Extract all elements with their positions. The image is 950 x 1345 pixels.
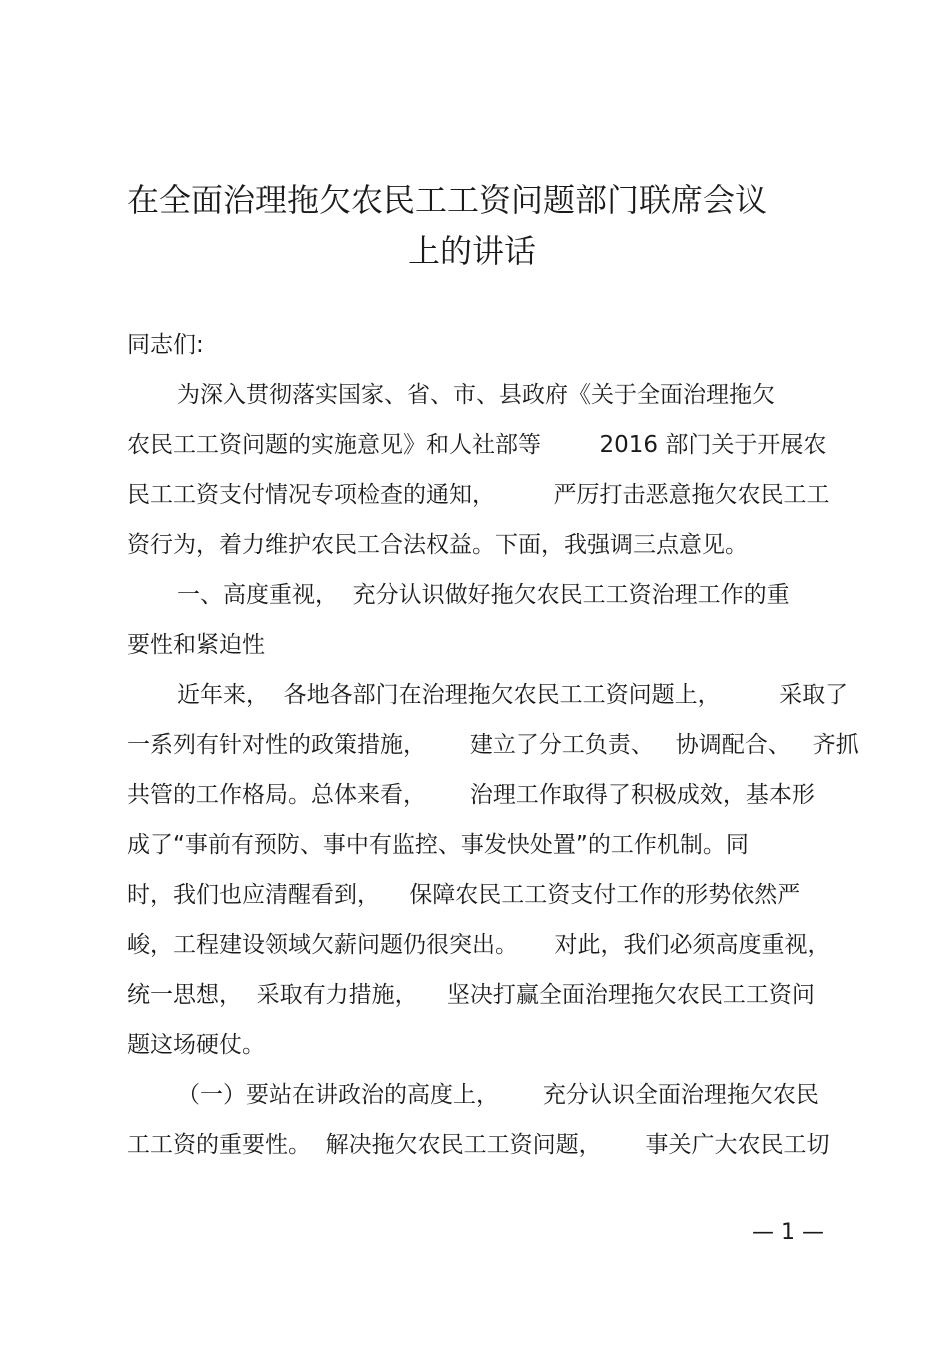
- body-line: 共管的工作格局。总体来看， 治理工作取得了积极成效，基本形: [127, 782, 815, 808]
- subsection-line: （一）要站在讲政治的高度上， 充分认识全面治理拖欠农民: [177, 1082, 819, 1108]
- document-title-line-2: 上的讲话: [408, 232, 537, 270]
- body-line: 峻，工程建设领域欠薪问题仍很突出。 对此，我们必须高度重视，: [127, 932, 831, 958]
- body-line: 农民工工资问题的实施意见》和人社部等 2016 部门关于开展农: [127, 432, 827, 458]
- body-line: 工工资的重要性。 解决拖欠农民工工资问题， 事关广大农民工切: [127, 1132, 830, 1158]
- document-title-line-1: 在全面治理拖欠农民工工资问题部门联席会议: [127, 181, 768, 219]
- body-line: 为深入贯彻落实国家、省、市、县政府《关于全面治理拖欠: [177, 382, 775, 408]
- body-line: 资行为，着力维护农民工合法权益。下面，我强调三点意见。: [127, 532, 748, 558]
- body-line: 成了“事前有预防、事中有监控、事发快处置”的工作机制。同: [127, 832, 749, 858]
- body-line: 民工工资支付情况专项检查的通知， 严厉打击恶意拖欠农民工工: [127, 482, 830, 508]
- body-line: 统一思想， 采取有力措施， 坚决打赢全面治理拖欠农民工工资问: [127, 982, 815, 1008]
- body-line: 时，我们也应清醒看到， 保障农民工工资支付工作的形势依然严: [127, 882, 801, 908]
- section-heading-line: 一、高度重视， 充分认识做好拖欠农民工工资治理工作的重: [177, 582, 790, 608]
- body-line: 题这场硬仗。: [127, 1032, 265, 1058]
- body-line: 一系列有针对性的政策措施， 建立了分工负责、 协调配合、 齐抓: [127, 732, 859, 758]
- body-line: 近年来， 各地各部门在治理拖欠农民工工资问题上， 采取了: [177, 682, 849, 708]
- page-number: — 1 —: [752, 1220, 824, 1245]
- salutation: 同志们:: [127, 332, 204, 358]
- section-heading-line: 要性和紧迫性: [127, 632, 265, 658]
